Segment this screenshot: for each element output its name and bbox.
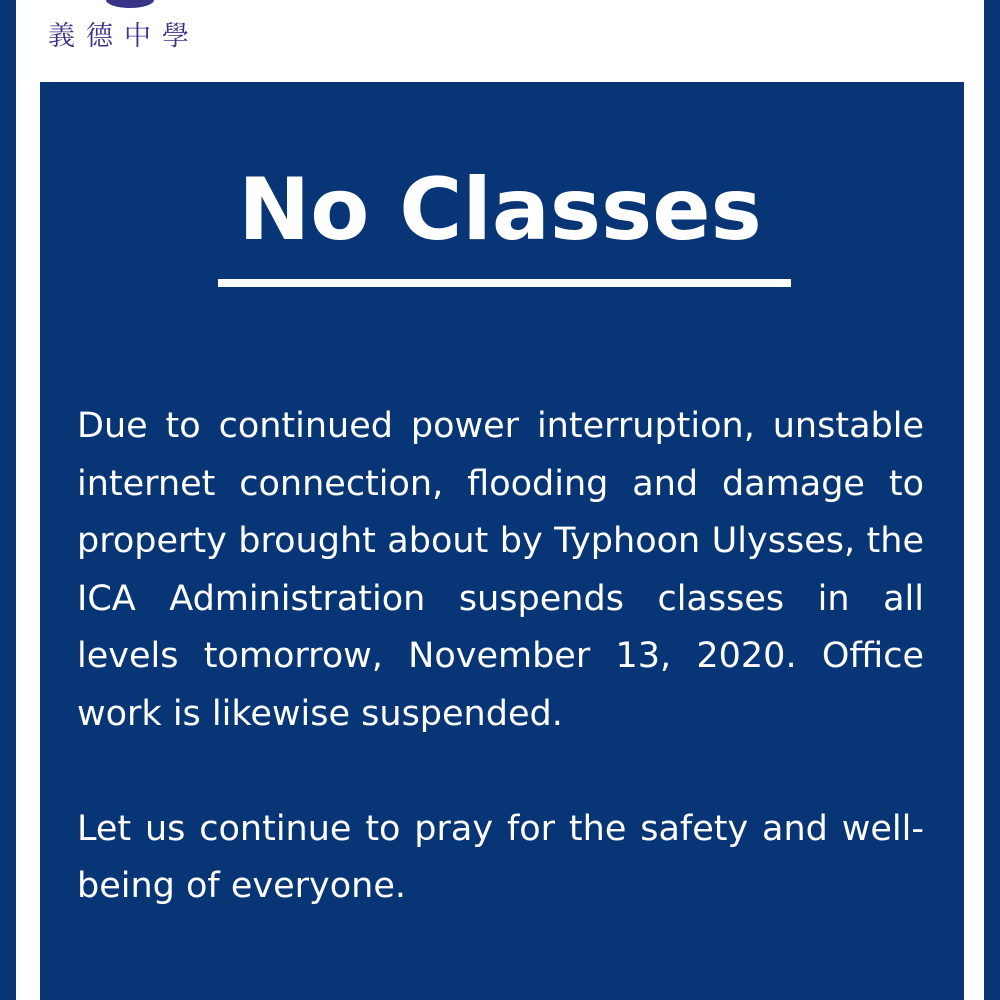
announcement-body [77, 398, 924, 916]
school-crest-icon [106, 0, 154, 8]
left-frame-border [0, 0, 16, 1000]
school-name-logo-text: 義德中學 [48, 21, 200, 52]
title-underline [218, 279, 791, 287]
school-logo [48, 0, 218, 60]
announcement-paragraph: Due to continued power interruption, unstable internet connection, flooding and damage to property brought about by Typhoon Ulysses, the ICA Administration suspends classes in all levels tomorrow, November 13, 2020. Office work is likewise suspended. [77, 406, 924, 734]
announcement-title: No Classes [238, 160, 762, 260]
right-frame-border [984, 0, 1000, 1000]
announcement-paragraph: Let us continue to pray for the safety and well-being of everyone. [77, 808, 924, 906]
